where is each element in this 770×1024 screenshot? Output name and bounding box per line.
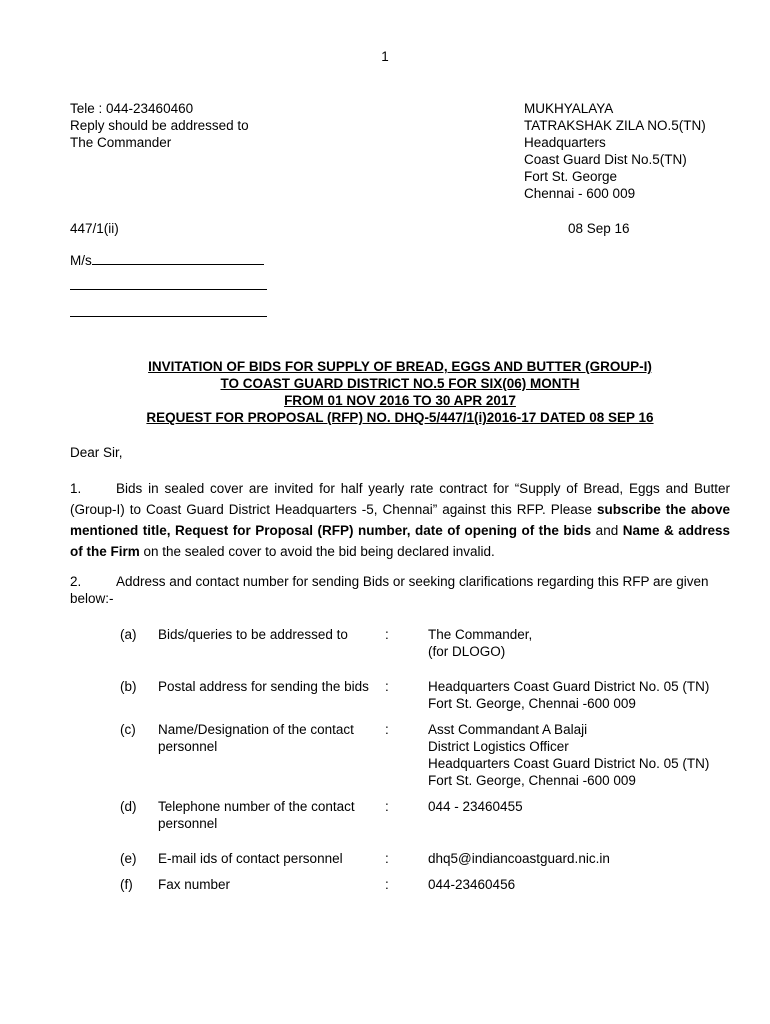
title-line: TO COAST GUARD DISTRICT NO.5 FOR SIX(06) MONTH <box>220 376 580 391</box>
sender-contact-block <box>70 100 249 151</box>
reply-addressee: The Commander <box>70 135 172 150</box>
salutation: Dear Sir, <box>70 445 123 460</box>
office-address-line: TATRAKSHAK ZILA NO.5(TN) <box>524 118 706 133</box>
paragraph-number: 1. <box>70 481 82 496</box>
document-title <box>60 358 740 426</box>
contact-email: dhq5@indiancoastguard.nic.in <box>428 851 610 866</box>
addressee-blank-line <box>70 316 267 317</box>
office-address-line: MUKHYALAYA <box>524 101 614 116</box>
office-address-line: Headquarters <box>524 135 606 150</box>
telephone-line: Tele : 044-23460460 <box>70 101 194 116</box>
page-number: 1 <box>381 49 389 64</box>
bold-instruction: subscribe the above mentioned title, Request for Proposal (RFP) number, date of opening of the bids <box>70 502 730 538</box>
office-address-line: Chennai - 600 009 <box>524 186 636 201</box>
reply-instruction: Reply should be addressed to <box>70 118 249 133</box>
addressee-blank-line <box>70 289 267 290</box>
office-address-line: Coast Guard Dist No.5(TN) <box>524 152 687 167</box>
reference-number: 447/1(ii) <box>70 221 119 236</box>
paragraph-number: 2. <box>70 574 82 589</box>
paragraph-1: 1. Bids in sealed cover are invited for half yearly rate contract for “Supply of Bread, Eggs and Butter (Group-I) to Coast Guard District Headquarters -5, Chennai” against this RFP. Please subscribe the above mentioned title, Request for Proposal (RFP) number, date of opening of the bids and Name & address of the Firm on the sealed cover to avoid the bid being declared invalid. <box>70 478 730 562</box>
addressee-line <box>70 252 264 269</box>
title-line: FROM 01 NOV 2016 TO 30 APR 2017 <box>284 393 516 408</box>
paragraph-2: 2. Address and contact number for sending Bids or seeking clarifications regarding this RFP are given below:- <box>70 574 709 606</box>
addressee-blank <box>92 252 264 265</box>
office-address-block <box>524 100 706 202</box>
letter-date: 08 Sep 16 <box>568 221 630 236</box>
title-line: REQUEST FOR PROPOSAL (RFP) NO. DHQ-5/447/1(i)2016-17 DATED 08 SEP 16 <box>146 410 654 425</box>
addressee-prefix: M/s <box>70 253 92 268</box>
bold-instruction: Name & address of the Firm <box>70 523 730 559</box>
title-line: INVITATION OF BIDS FOR SUPPLY OF BREAD, EGGS AND BUTTER (GROUP-I) <box>148 359 652 374</box>
office-address-line: Fort St. George <box>524 169 618 184</box>
